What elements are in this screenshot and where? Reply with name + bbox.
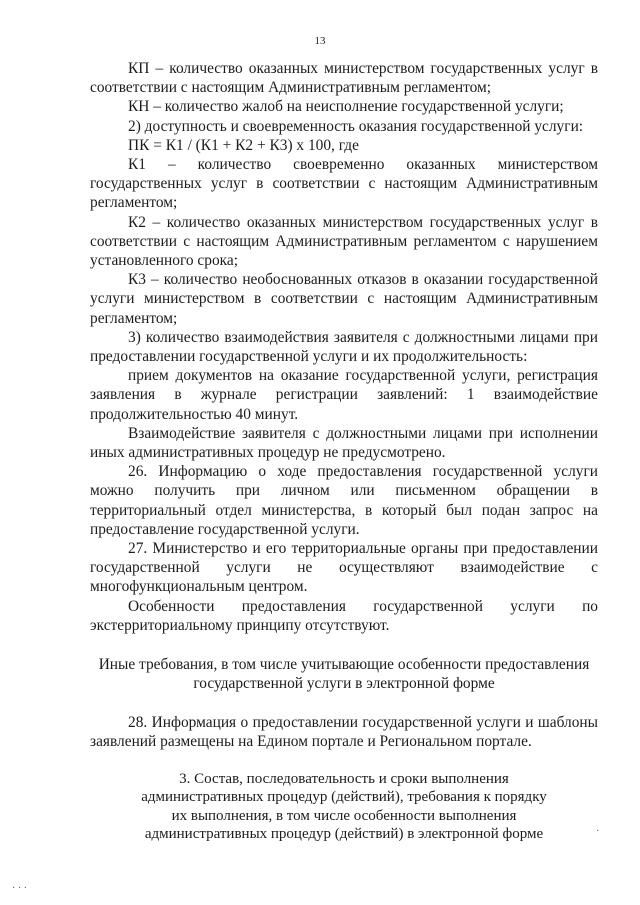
page-number: 13 — [314, 35, 326, 47]
paragraph-27: 27. Министерство и его территориальные органы при предоставлении государственной услуги не осуществляют взаимодействие с многофункциональным центром. — [90, 540, 598, 596]
subheading-other-requirements: Иные требования, в том числе учитывающие особенности предоставления государственной услуги в электронной форме — [98, 656, 590, 693]
paragraph-accessibility: 2) доступность и своевременность оказания государственной услуги: — [128, 117, 584, 135]
spacer — [90, 751, 598, 770]
scan-artifact: · · · — [12, 883, 27, 894]
section-heading-line: 3. Состав, последовательность и сроки выполнения — [179, 770, 509, 787]
paragraph-kn: КН – количество жалоб на неисполнение государственной услуги; — [128, 98, 564, 116]
paragraph-26: 26. Информацию о ходе предоставления государственной услуги можно получить при личном или письменном обращении в территориальный отдел министерства, в который был подан запрос на предоставление государственной услуги. — [90, 463, 598, 538]
spacer — [90, 635, 598, 655]
spacer — [90, 694, 598, 713]
document-body — [90, 59, 598, 844]
section-heading-line: их выполнения, в том числе особенности выполнения — [171, 807, 517, 824]
formula-pk: ПК = К1 / (К1 + К2 + К3) х 100, где — [128, 136, 359, 154]
section-heading-line: административных процедур (действий), требования к порядку — [141, 789, 547, 806]
paragraph-extraterritorial: Особенности предоставления государственной услуги по экстерриториальному принципу отсутствуют. — [90, 597, 598, 634]
paragraph-k1: К1 – количество своевременно оказанных министерством государственных услуг в соответствии с настоящим Административным регламентом; — [90, 156, 598, 212]
paragraph-k2: К2 – количество оказанных министерством государственных услуг в соответствии с настоящим Административным регламентом с нарушением установленного срока; — [90, 213, 598, 270]
paragraph-other-procedures: Взаимодействие заявителя с должностными лицами при исполнении иных административных процедур не предусмотрено. — [90, 424, 598, 462]
section-heading-line: административных процедур (действий) в электронной форме — [144, 826, 544, 843]
paragraph-kp: КП – количество оказанных министерством государственных услуг в соответствии с настоящим Административным регламентом; — [90, 60, 598, 97]
section-3-heading — [90, 770, 598, 844]
paragraph-document-intake: прием документов на оказание государственной услуги, регистрация заявления в журнале регистрации заявлений: 1 взаимодействие продолжительностью 40 минут. — [90, 367, 598, 423]
paragraph-interactions: 3) количество взаимодействия заявителя с должностными лицами при предоставлении государственной услуги и их продолжительность: — [90, 328, 598, 366]
paragraph-k3: К3 – количество необоснованных отказов в оказании государственной услуги министерством в соответствии с настоящим Административным регламентом; — [90, 271, 598, 327]
scan-artifact: · — [596, 826, 600, 837]
paragraph-28: 28. Информация о предоставлении государственной услуги и шаблоны заявлений размещены на Едином портале и Региональном портале. — [90, 713, 598, 750]
